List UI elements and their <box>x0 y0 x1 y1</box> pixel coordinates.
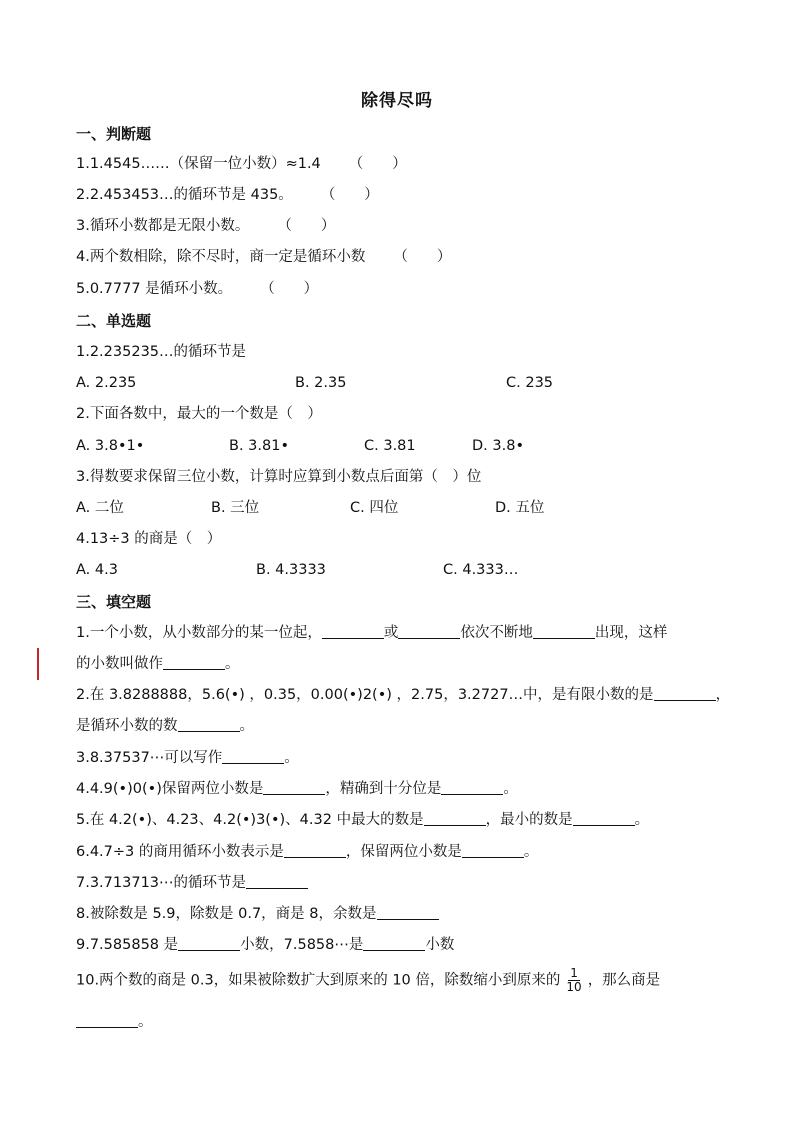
option-c[interactable]: C. 4.333… <box>443 562 519 578</box>
question-text: 5.在 4.2(•)、4.23、4.2(•)3(•)、4.32 中最大的数是 <box>76 812 424 828</box>
answer-blank[interactable] <box>533 624 595 639</box>
option-b[interactable]: B. 三位 <box>211 500 260 516</box>
option-c[interactable]: C. 235 <box>506 375 554 391</box>
question-text: 是循环小数的数 <box>76 718 178 734</box>
answer-blank[interactable] <box>363 936 425 951</box>
choice-question-3: 3.得数要求保留三位小数，计算时应算到小数点后面第（ ）位 <box>76 469 482 485</box>
question-text: 9.7.585858 是 <box>76 937 179 953</box>
judge-question-5 <box>76 279 318 299</box>
question-text: 出现，这样 <box>594 625 668 641</box>
question-text: 小数 <box>425 937 455 953</box>
question-text: ，最小的数是 <box>485 812 573 828</box>
judge-text: 5.0.7777 是循环小数。 <box>76 281 233 297</box>
fill-question-1 <box>76 623 667 643</box>
option-a[interactable]: A. 4.3 <box>76 562 118 578</box>
option-a[interactable]: A. 2.235 <box>76 375 137 391</box>
choice-question-2: 2.下面各数中，最大的一个数是（ ） <box>76 406 322 422</box>
answer-blank[interactable] <box>377 905 439 920</box>
answer-blank[interactable] <box>322 624 384 639</box>
judge-text: 2.2.453453…的循环节是 435。 <box>76 187 293 203</box>
fill-question-6 <box>76 842 538 862</box>
section-heading-choice: 二、单选题 <box>76 312 152 330</box>
question-text: 。 <box>503 781 518 797</box>
question-text: ，精确到十分位是 <box>325 781 442 797</box>
fill-question-1-cont <box>76 654 240 674</box>
answer-blank[interactable] <box>654 686 716 701</box>
option-d[interactable]: D. 3.8• <box>472 438 524 454</box>
question-text: 4.4.9(•)0(•)保留两位小数是 <box>76 781 264 797</box>
judge-question-4 <box>76 247 451 267</box>
option-a[interactable]: A. 3.8•1• <box>76 438 145 454</box>
fill-question-7 <box>76 873 308 893</box>
question-text: 或 <box>383 625 399 641</box>
option-a[interactable]: A. 二位 <box>76 500 124 516</box>
fill-question-2-cont <box>76 716 254 736</box>
fill-question-10-cont <box>76 1012 153 1032</box>
judge-text: 4.两个数相除，除不尽时，商一定是循环小数 <box>76 249 366 265</box>
page-title: 除得尽吗 <box>361 91 433 111</box>
margin-mark <box>37 648 39 680</box>
fill-question-10 <box>76 967 660 994</box>
question-text: 。 <box>284 750 299 766</box>
answer-blank[interactable] <box>76 1013 138 1028</box>
section-heading-judge: 一、判断题 <box>76 125 152 143</box>
question-text: ，那么商是 <box>587 972 661 989</box>
answer-blank[interactable] <box>163 655 225 670</box>
answer-blank[interactable] <box>398 624 460 639</box>
answer-blank[interactable] <box>246 874 308 889</box>
section-heading-fill: 三、填空题 <box>76 593 152 611</box>
question-text: 。 <box>239 718 254 734</box>
fill-question-3 <box>76 748 299 768</box>
question-text: 。 <box>138 1014 153 1030</box>
question-text: 。 <box>634 812 650 828</box>
question-text: 依次不断地 <box>460 625 533 641</box>
judge-text: 3.循环小数都是无限小数。 <box>76 218 250 234</box>
question-text: 10.两个数的商是 0.3，如果被除数扩大到原来的 10 倍，除数缩小到原来的 <box>76 972 561 989</box>
fill-question-4 <box>76 779 518 799</box>
question-text: ， <box>715 687 731 703</box>
choice-question-4: 4.13÷3 的商是（ ） <box>76 531 222 547</box>
option-b[interactable]: B. 4.3333 <box>256 562 326 578</box>
judge-text: 1.1.4545……（保留一位小数）≈1.4 <box>76 156 321 172</box>
question-text: 。 <box>225 656 240 672</box>
fill-question-9 <box>76 935 454 955</box>
option-b[interactable]: B. 2.35 <box>295 375 347 391</box>
question-text: ，保留两位小数是 <box>345 844 462 860</box>
question-text: 7.3.713713⋯的循环节是 <box>76 875 247 891</box>
answer-blank[interactable] <box>424 811 486 826</box>
answer-blank[interactable] <box>284 843 346 858</box>
fill-question-5 <box>76 810 649 830</box>
answer-paren[interactable]: （ ） <box>393 249 452 265</box>
option-b[interactable]: B. 3.81• <box>229 438 290 454</box>
fill-question-2 <box>76 685 730 705</box>
question-text: 6.4.7÷3 的商用循环小数表示是 <box>76 844 284 860</box>
fill-question-8 <box>76 904 439 924</box>
answer-blank[interactable] <box>573 811 635 826</box>
question-text: 小数，7.5858⋯是 <box>240 937 364 953</box>
answer-blank[interactable] <box>462 843 524 858</box>
answer-paren[interactable]: （ ） <box>260 281 319 297</box>
option-c[interactable]: C. 四位 <box>350 500 399 516</box>
question-text: 2.在 3.8288888，5.6(•) ，0.35，0.00(•)2(•) ，2.75，3.2727…中，是有限小数的是 <box>76 687 654 703</box>
fraction <box>564 967 583 994</box>
judge-question-2 <box>76 185 379 205</box>
question-text: 。 <box>523 844 539 860</box>
question-text: 1.一个小数，从小数部分的某一位起， <box>76 625 322 641</box>
answer-paren[interactable]: （ ） <box>320 187 379 203</box>
choice-question-1: 1.2.235235…的循环节是 <box>76 344 247 360</box>
answer-blank[interactable] <box>178 717 240 732</box>
answer-paren[interactable]: （ ） <box>348 156 407 172</box>
option-d[interactable]: D. 五位 <box>495 500 545 516</box>
question-text: 8.被除数是 5.9，除数是 0.7，商是 8，余数是 <box>76 906 377 922</box>
fraction-denominator: 10 <box>566 980 582 994</box>
answer-paren[interactable]: （ ） <box>277 218 336 234</box>
fraction-numerator: 1 <box>570 966 578 980</box>
judge-question-3 <box>76 216 335 236</box>
answer-blank[interactable] <box>441 780 503 795</box>
judge-question-1 <box>76 154 407 174</box>
question-text: 的小数叫做作 <box>76 656 163 672</box>
answer-blank[interactable] <box>178 936 240 951</box>
question-text: 3.8.37537⋯可以写作 <box>76 750 223 766</box>
answer-blank[interactable] <box>263 780 325 795</box>
option-c[interactable]: C. 3.81 <box>364 438 416 454</box>
answer-blank[interactable] <box>222 749 284 764</box>
